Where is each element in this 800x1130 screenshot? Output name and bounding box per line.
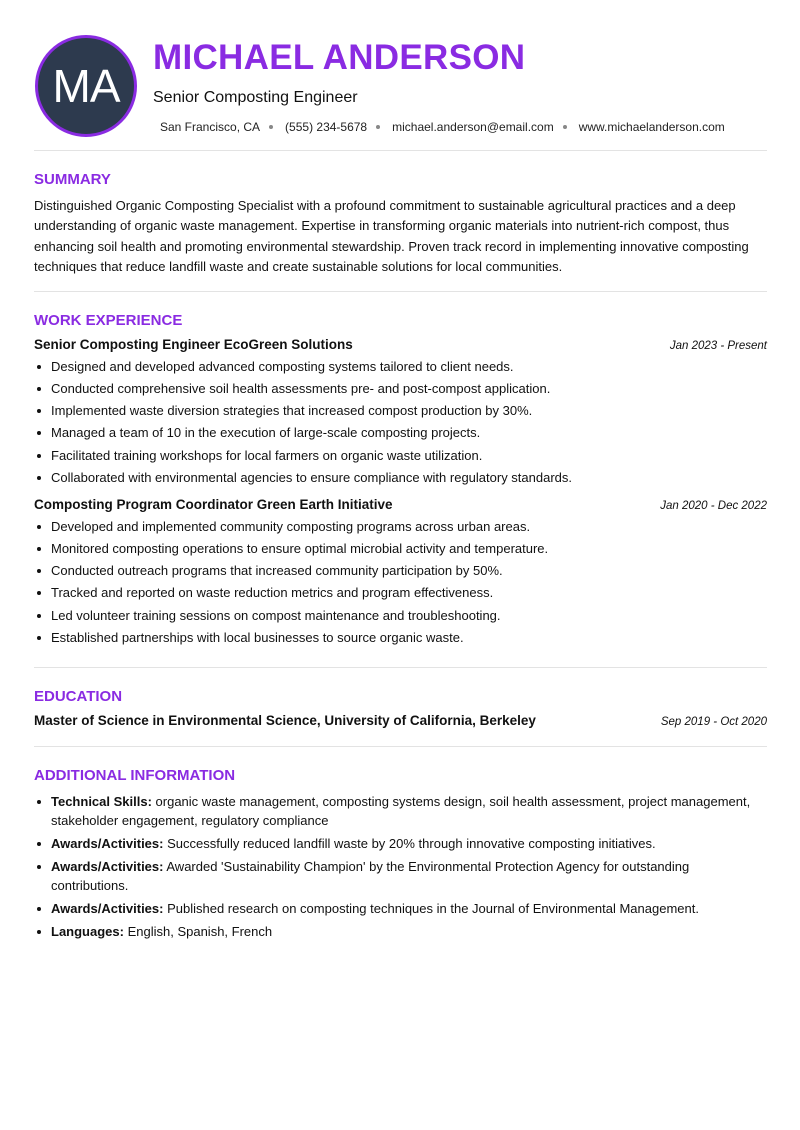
list-item: Facilitated training workshops for local farmers on organic waste utilization. <box>34 448 767 464</box>
item-text: Awarded 'Sustainability Champion' by the Environmental Protection Agency for outstanding contributions. <box>51 859 690 894</box>
item-label: Languages: <box>51 924 124 940</box>
additional-heading: ADDITIONAL INFORMATION <box>34 767 236 785</box>
avatar <box>35 35 137 137</box>
contact-info <box>160 120 725 134</box>
summary-heading: SUMMARY <box>34 171 111 188</box>
item-text: Published research on composting techniques in the Journal of Environmental Management. <box>163 901 699 917</box>
resume-body <box>34 150 767 953</box>
item-label: Awards/Activities: <box>51 836 164 852</box>
list-item: Designed and developed advanced composting systems tailored to client needs. <box>34 359 767 375</box>
divider <box>34 291 767 292</box>
job-bullets <box>34 519 767 645</box>
item-label: Technical Skills: <box>51 794 152 810</box>
list-item: Monitored composting operations to ensure optimal microbial activity and temperature. <box>34 541 767 557</box>
list-item: Managed a team of 10 in the execution of large-scale composting projects. <box>34 425 767 441</box>
job-title: Composting Program Coordinator Green Earth Initiative <box>34 497 393 513</box>
job-header <box>34 337 767 352</box>
divider <box>34 667 767 668</box>
contact-email[interactable]: michael.anderson@email.com <box>392 120 554 134</box>
work-heading: WORK EXPERIENCE <box>34 312 183 330</box>
list-item <box>34 857 767 895</box>
item-text: English, Spanish, French <box>123 924 273 940</box>
item-label: Awards/Activities: <box>51 859 164 875</box>
list-item: Conducted comprehensive soil health assessments pre- and post-compost application. <box>34 381 767 397</box>
list-item: Established partnerships with local businesses to source organic waste. <box>34 630 767 646</box>
divider <box>34 746 767 747</box>
divider <box>34 150 767 151</box>
candidate-name: MICHAEL ANDERSON <box>153 38 526 77</box>
item-label: Awards/Activities: <box>51 901 164 917</box>
education-heading: EDUCATION <box>34 688 123 706</box>
candidate-title: Senior Composting Engineer <box>153 89 358 106</box>
degree: Master of Science in Environmental Science, University of California, Berkeley <box>34 713 536 729</box>
list-item: Conducted outreach programs that increased community participation by 50%. <box>34 563 767 579</box>
item-text: organic waste management, composting systems design, soil health assessment, project management, stakeholder engagement, regulatory compliance <box>51 794 751 829</box>
list-item: Implemented waste diversion strategies that increased compost production by 30%. <box>34 403 767 419</box>
separator-dot <box>376 125 380 129</box>
summary-text: Distinguished Organic Composting Specialist with a profound commitment to sustainable agricultural practices and a deep understanding of organic waste management. Expertise in transforming organic materials into nutrient-rich compost, thus enhancing soil health and promoting environmental stewardship. Proven track record in implementing innovative composting techniques that reduce landfill waste and create sustainable solutions for local communities. <box>34 198 749 274</box>
list-item <box>34 792 767 830</box>
list-item <box>34 834 767 853</box>
list-item <box>34 922 767 941</box>
list-item: Led volunteer training sessions on compost maintenance and troubleshooting. <box>34 608 767 624</box>
list-item: Developed and implemented community composting programs across urban areas. <box>34 519 767 535</box>
list-item: Tracked and reported on waste reduction metrics and program effectiveness. <box>34 585 767 601</box>
separator-dot <box>563 125 567 129</box>
job-bullets <box>34 359 767 485</box>
job-list <box>34 337 767 645</box>
additional-list <box>34 792 767 941</box>
job-header <box>34 497 767 512</box>
education-date: Sep 2019 - Oct 2020 <box>660 716 767 729</box>
item-text: Successfully reduced landfill waste by 20% through innovative composting initiatives. <box>163 836 656 852</box>
contact-phone: (555) 234-5678 <box>285 120 368 134</box>
contact-location: San Francisco, CA <box>160 120 261 134</box>
education-entry <box>34 713 767 728</box>
job-date: Jan 2020 - Dec 2022 <box>660 500 767 513</box>
avatar-initials: MA <box>52 60 120 112</box>
contact-website[interactable]: www.michaelanderson.com <box>578 120 725 134</box>
separator-dot <box>269 125 273 129</box>
job-date: Jan 2023 - Present <box>669 340 767 353</box>
job-title: Senior Composting Engineer EcoGreen Solutions <box>34 337 353 353</box>
list-item <box>34 899 767 918</box>
list-item: Collaborated with environmental agencies to ensure compliance with regulatory standards. <box>34 470 767 486</box>
